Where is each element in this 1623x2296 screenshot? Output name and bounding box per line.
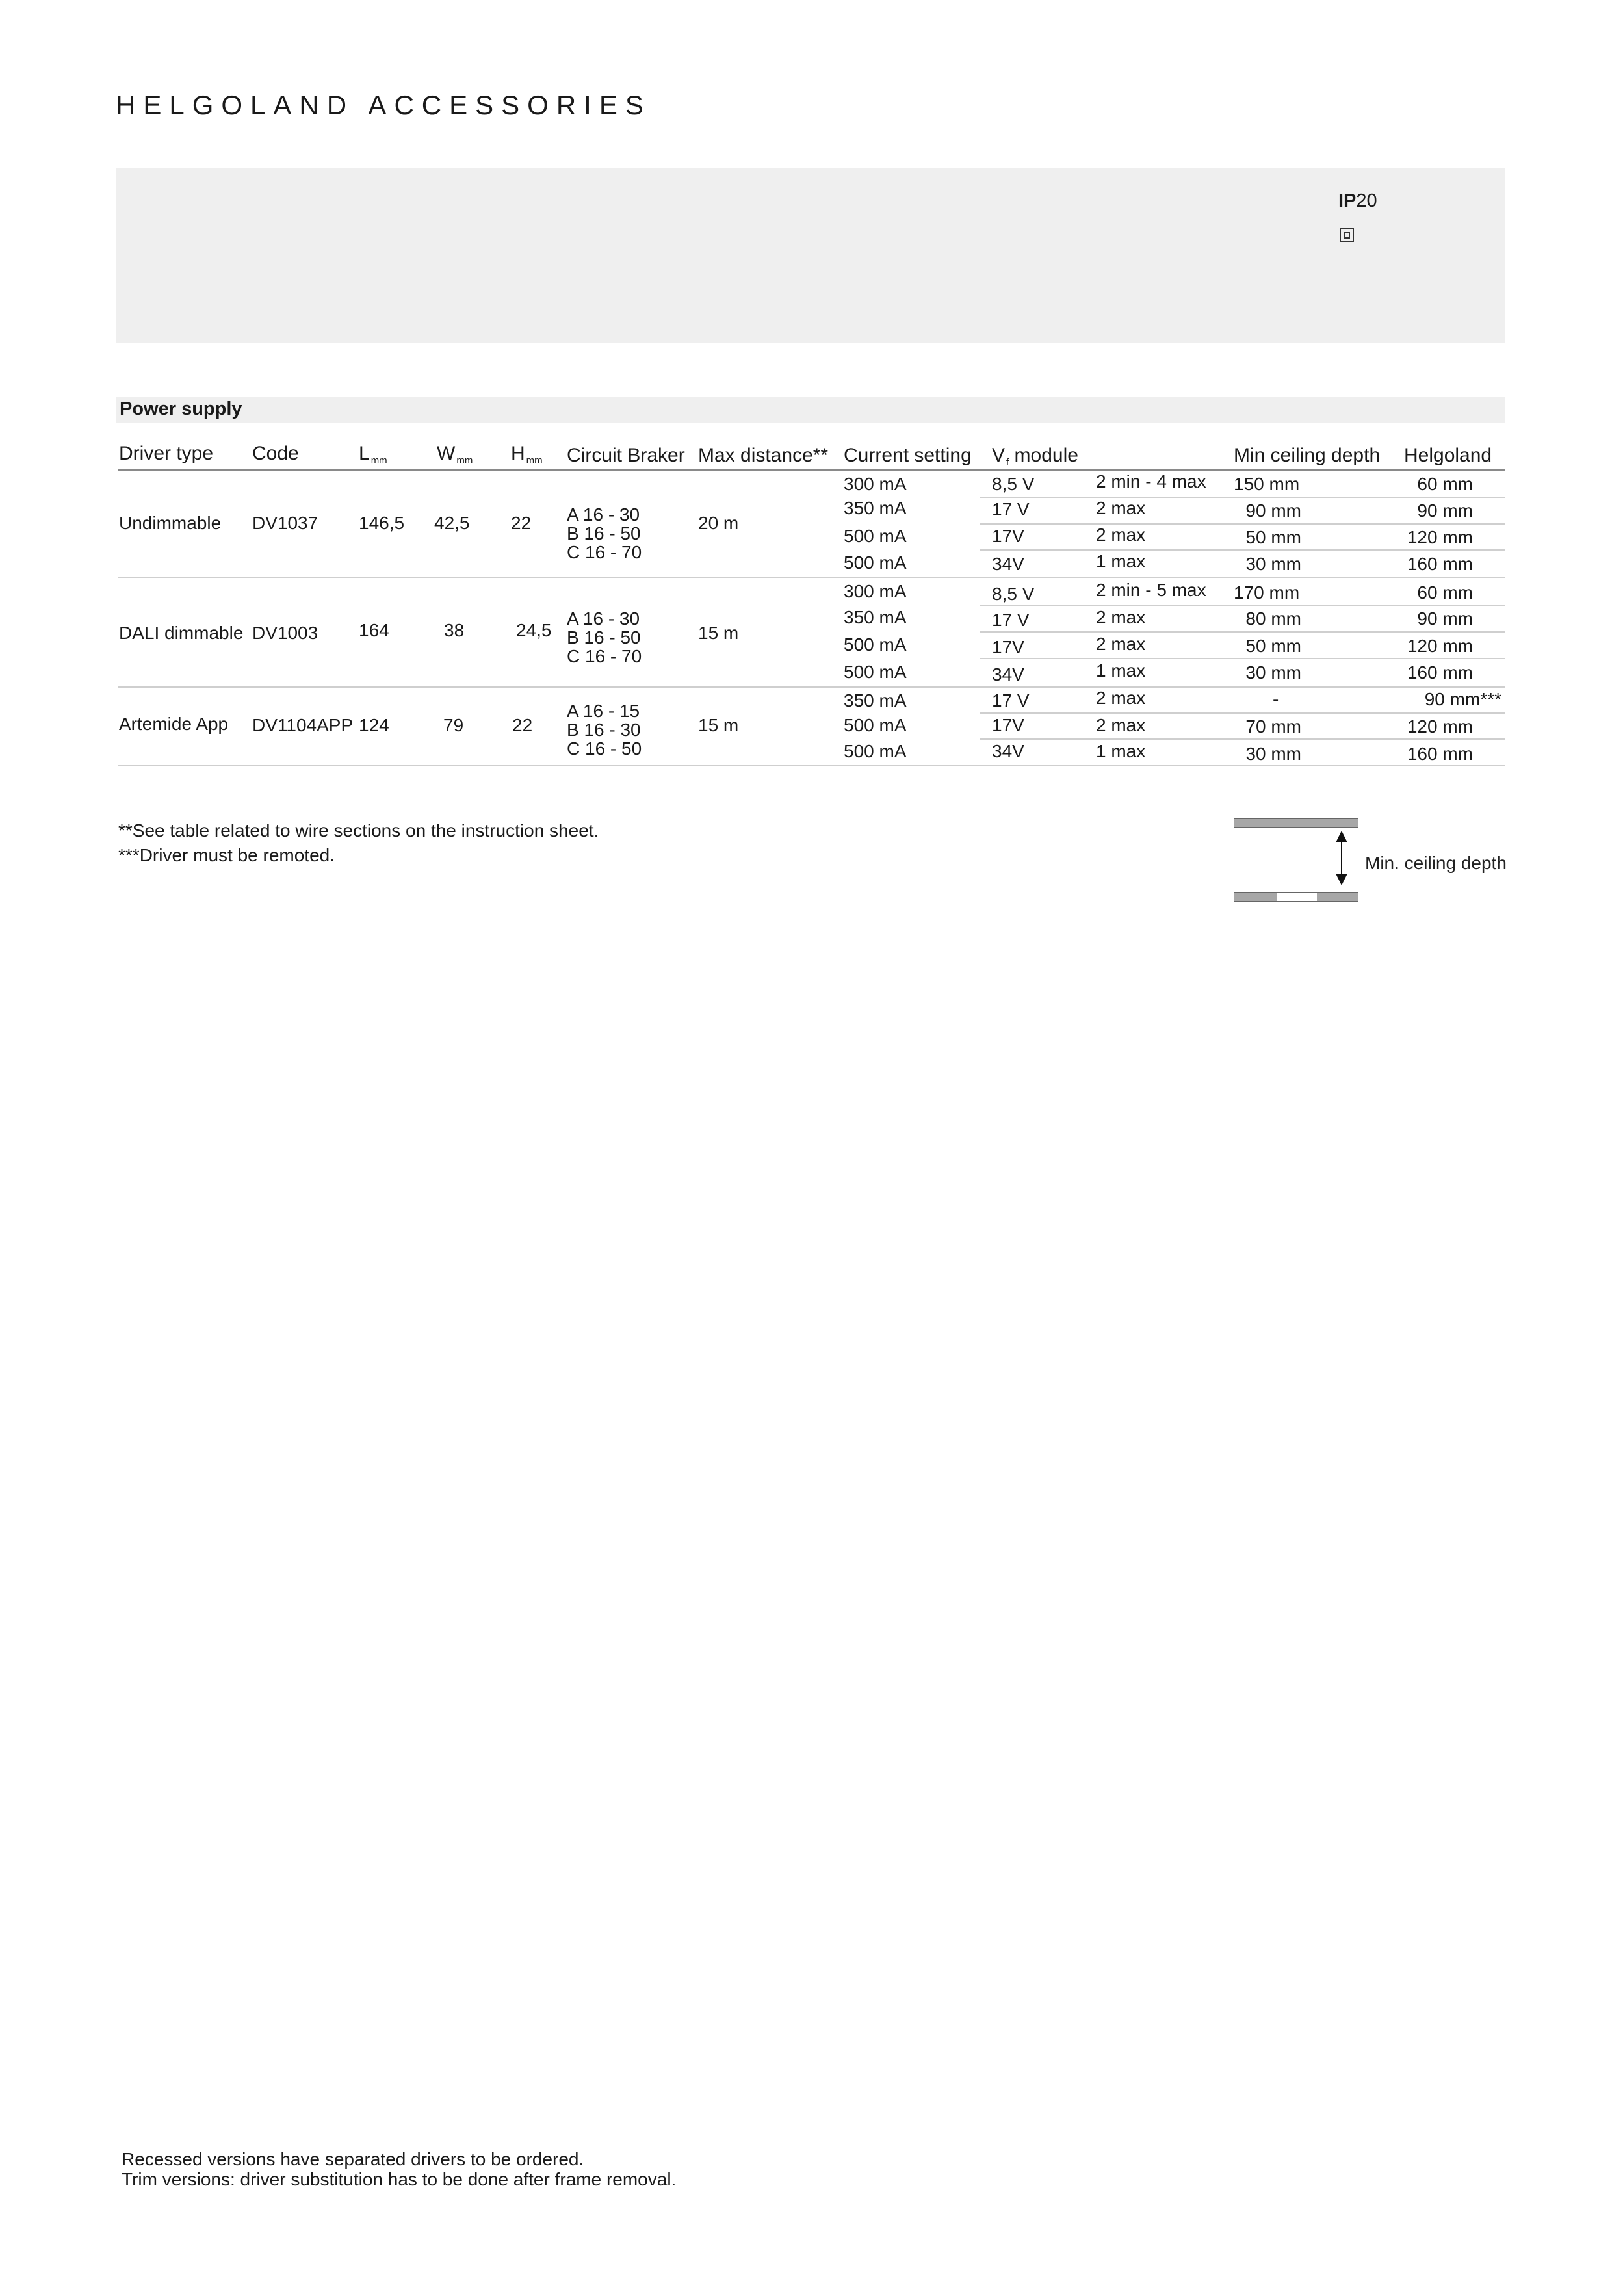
- current-setting: 350 mA: [844, 690, 907, 711]
- min-ceiling-depth: 80 mm: [1245, 608, 1301, 629]
- helgoland-depth: 90 mm***: [1424, 689, 1501, 709]
- circuit-breaker-b: B 16 - 50: [567, 523, 641, 543]
- header-length-label: L: [359, 443, 370, 464]
- min-ceiling-depth: 170 mm: [1234, 582, 1300, 603]
- min-ceiling-depth: 50 mm: [1245, 527, 1301, 547]
- min-ceiling-depth: 30 mm: [1245, 744, 1301, 764]
- current-setting: 300 mA: [844, 581, 907, 601]
- min-ceiling-depth: 30 mm: [1245, 662, 1301, 683]
- vf-module: 34V: [992, 741, 1024, 761]
- header-code: Code: [252, 443, 299, 464]
- length-value: 146,5: [359, 513, 405, 533]
- ceiling-opening: [1277, 892, 1317, 902]
- depth-arrow-line: [1341, 839, 1342, 876]
- group-divider: [118, 686, 1505, 688]
- circuit-breaker-c: C 16 - 70: [567, 646, 642, 666]
- bottom-note-trim: Trim versions: driver substitution has to be done after frame removal.: [122, 2169, 677, 2189]
- driver-code: DV1104APP: [252, 715, 354, 735]
- vf-module: 17 V: [992, 499, 1030, 519]
- header-driver-type: Driver type: [119, 443, 214, 464]
- vf-module: 17V: [992, 715, 1024, 735]
- header-width-label: W: [437, 443, 456, 464]
- arrow-down-icon: [1336, 874, 1347, 885]
- vf-module: 34V: [992, 554, 1024, 574]
- height-value: 22: [511, 513, 532, 533]
- helgoland-depth: 120 mm: [1407, 636, 1473, 656]
- module-count: 2 min - 4 max: [1096, 471, 1206, 491]
- module-count: 2 max: [1096, 498, 1146, 518]
- circuit-breaker-a: A 16 - 30: [567, 504, 640, 525]
- height-value: 24,5: [516, 620, 552, 640]
- header-height-unit: mm: [526, 455, 543, 466]
- header-rule: [118, 469, 1505, 471]
- width-value: 38: [444, 620, 465, 640]
- helgoland-depth: 120 mm: [1407, 527, 1473, 547]
- current-setting: 500 mA: [844, 526, 907, 546]
- min-ceiling-depth: 90 mm: [1245, 501, 1301, 521]
- header-current-setting: Current setting: [844, 445, 972, 466]
- width-value: 42,5: [434, 513, 470, 533]
- current-setting: 500 mA: [844, 553, 907, 573]
- module-count: 2 max: [1096, 688, 1146, 708]
- header-vf-label: V: [992, 445, 1006, 466]
- table-bottom-rule: [118, 765, 1505, 766]
- current-setting: 350 mA: [844, 498, 907, 518]
- driver-type: Undimmable: [119, 513, 222, 533]
- product-info-box: [116, 168, 1505, 343]
- helgoland-depth: 60 mm: [1417, 582, 1473, 603]
- min-ceiling-depth: 30 mm: [1245, 554, 1301, 574]
- max-distance: 15 m: [698, 623, 739, 643]
- ceiling-bottom-slab-right: [1317, 892, 1358, 902]
- current-setting: 350 mA: [844, 607, 907, 627]
- ip-rating: [1338, 190, 1377, 212]
- driver-type: DALI dimmable: [119, 623, 244, 643]
- vf-module: 17V: [992, 526, 1024, 546]
- header-length-unit: mm: [370, 455, 387, 466]
- header-vf-module: [992, 446, 1078, 467]
- header-min-ceiling-depth: Min ceiling depth: [1234, 445, 1381, 466]
- width-value: 79: [443, 715, 464, 735]
- min-ceiling-depth: 150 mm: [1234, 474, 1300, 494]
- height-value: 22: [512, 715, 533, 735]
- module-count: 2 max: [1096, 525, 1146, 545]
- min-ceiling-depth: 50 mm: [1245, 636, 1301, 656]
- min-ceiling-depth: 70 mm: [1245, 716, 1301, 737]
- ceiling-top-slab: [1234, 818, 1358, 828]
- circuit-breaker-b: B 16 - 50: [567, 627, 641, 647]
- header-vf-rest: module: [1009, 445, 1078, 466]
- max-distance: 15 m: [698, 715, 739, 735]
- footnote-wire-sections: **See table related to wire sections on the instruction sheet.: [118, 820, 599, 841]
- class-ii-insulation-icon: [1340, 228, 1354, 242]
- header-width-unit: mm: [456, 455, 473, 466]
- length-value: 124: [359, 715, 389, 735]
- group-divider: [118, 577, 1505, 578]
- driver-code: DV1037: [252, 513, 318, 533]
- header-helgoland: Helgoland: [1404, 445, 1492, 466]
- section-title: Power supply: [120, 398, 242, 419]
- vf-module: 34V: [992, 664, 1024, 685]
- current-setting: 500 mA: [844, 715, 907, 735]
- row-divider: [980, 549, 1505, 551]
- module-count: 1 max: [1096, 660, 1146, 681]
- circuit-breaker-c: C 16 - 50: [567, 738, 642, 759]
- diagram-label: Min. ceiling depth: [1365, 853, 1507, 873]
- helgoland-depth: 90 mm: [1417, 608, 1473, 629]
- row-divider: [980, 738, 1505, 740]
- page-title: HELGOLAND ACCESSORIES: [116, 90, 651, 120]
- header-max-distance: Max distance**: [698, 445, 829, 466]
- module-count: 1 max: [1096, 551, 1146, 571]
- circuit-breaker-b: B 16 - 30: [567, 720, 641, 740]
- module-count: 2 min - 5 max: [1096, 580, 1206, 600]
- vf-module: 8,5 V: [992, 474, 1035, 494]
- bottom-note-recessed: Recessed versions have separated drivers to be ordered.: [122, 2149, 584, 2169]
- ip-label: IP: [1338, 190, 1357, 211]
- row-divider: [980, 605, 1505, 606]
- header-height-label: H: [511, 443, 525, 464]
- row-divider: [980, 658, 1505, 659]
- vf-module: 17V: [992, 637, 1024, 657]
- current-setting: 300 mA: [844, 474, 907, 494]
- driver-type: Artemide App: [119, 714, 229, 734]
- helgoland-depth: 60 mm: [1417, 474, 1473, 494]
- vf-module: 17 V: [992, 690, 1030, 711]
- max-distance: 20 m: [698, 513, 739, 533]
- row-divider: [980, 631, 1505, 633]
- helgoland-depth: 120 mm: [1407, 716, 1473, 737]
- helgoland-depth: 160 mm: [1407, 662, 1473, 683]
- circuit-breaker-a: A 16 - 15: [567, 701, 640, 721]
- module-count: 2 max: [1096, 715, 1146, 735]
- helgoland-depth: 160 mm: [1407, 744, 1473, 764]
- header-vf-subscript: f: [1006, 457, 1009, 468]
- helgoland-depth: 160 mm: [1407, 554, 1473, 574]
- ip-value: 20: [1356, 190, 1377, 211]
- row-divider: [980, 523, 1505, 525]
- ceiling-bottom-slab-left: [1234, 892, 1277, 902]
- circuit-breaker-a: A 16 - 30: [567, 608, 640, 629]
- current-setting: 500 mA: [844, 634, 907, 655]
- header-circuit-breaker: Circuit Braker: [567, 445, 685, 466]
- circuit-breaker-c: C 16 - 70: [567, 542, 642, 562]
- row-divider: [980, 712, 1505, 714]
- module-count: 1 max: [1096, 741, 1146, 761]
- header-height: [511, 444, 543, 465]
- row-divider: [980, 497, 1505, 498]
- current-setting: 500 mA: [844, 741, 907, 761]
- header-length: [359, 444, 387, 465]
- header-width: [437, 444, 473, 465]
- vf-module: 8,5 V: [992, 584, 1035, 604]
- current-setting: 500 mA: [844, 662, 907, 682]
- section-bar: [116, 397, 1505, 423]
- driver-code: DV1003: [252, 623, 318, 643]
- vf-module: 17 V: [992, 610, 1030, 630]
- module-count: 2 max: [1096, 634, 1146, 654]
- helgoland-depth: 90 mm: [1417, 501, 1473, 521]
- module-count: 2 max: [1096, 607, 1146, 627]
- min-ceiling-depth: -: [1273, 689, 1279, 709]
- footnote-driver-remoted: ***Driver must be remoted.: [118, 845, 335, 865]
- length-value: 164: [359, 620, 389, 640]
